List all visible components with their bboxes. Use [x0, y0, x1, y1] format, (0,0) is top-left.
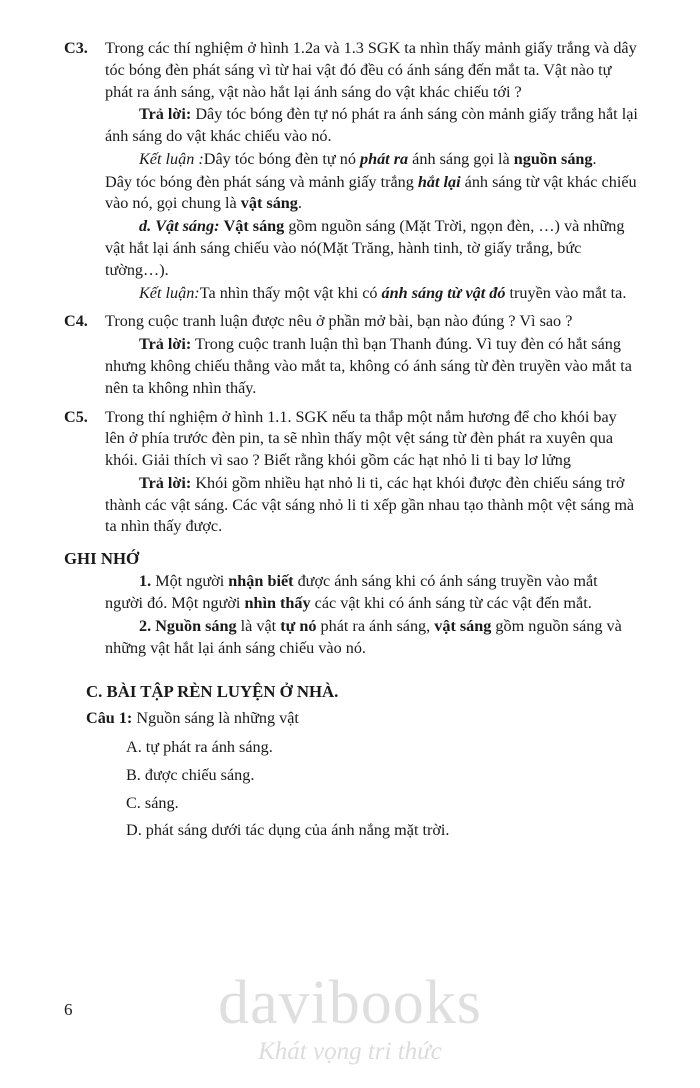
ghi-nho-item-1 — [105, 571, 638, 615]
c3-conclusion-p5: ánh sáng từ vật khác chiếu vào nó, gọi chung là — [105, 172, 637, 213]
c3-conclusion-3 — [105, 283, 638, 305]
ghi-nho-item-1-b2: nhìn thấy — [244, 593, 311, 612]
ghi-nho-item-1-b1: nhận biết — [228, 572, 294, 591]
ghi-nho-item-1-t2: được ánh sáng khi có ánh sáng truyền vào mắt người đó. Một người — [105, 572, 598, 612]
c3-conclusion-p4: Dây tóc bóng đèn phát sáng và mảnh giấy trắng — [105, 172, 418, 191]
ghi-nho-block — [105, 571, 638, 659]
c3-conclusion-bold1: nguồn sáng — [513, 149, 593, 168]
c3-conclusion-label: Kết luận : — [139, 149, 204, 168]
watermark-main-text: davibooks — [218, 969, 482, 1037]
question-c3-prompt: Trong các thí nghiệm ở hình 1.2a và 1.3 SGK ta nhìn thấy mảnh giấy trắng và dây tóc bóng đèn phát sáng vì từ hai vật đó đều có ánh sáng đến mắt ta. Vật nào tự phát ra ánh sáng, vật nào hắt lại ánh sáng do vật khác chiếu tới ? — [105, 39, 637, 101]
c3-conclusion2-p1: Ta nhìn thấy một vật khi có — [199, 283, 382, 302]
section-c-title: C. BÀI TẬP RÈN LUYỆN Ở NHÀ. — [86, 682, 339, 702]
c4-answer-text: Trong cuộc tranh luận thì bạn Thanh đúng. Vì tuy đèn có hắt sáng nhưng không chiếu thẳng vào mắt ta, không có ánh sáng từ đèn truyền vào mắt ta nên ta không nhìn thấy. — [105, 335, 632, 397]
section-c-options — [64, 737, 638, 842]
c3-answer-block — [105, 104, 638, 304]
c4-answer-block — [105, 334, 638, 399]
question-c4-prompt: Trong cuộc tranh luận được nêu ở phần mở bài, bạn nào đúng ? Vì sao ? — [105, 312, 573, 331]
c4-answer-label: Trả lời: — [139, 335, 192, 354]
ghi-nho-title: GHI NHỚ — [64, 549, 140, 569]
watermark-sub-text: Khát vọng tri thức — [258, 1038, 442, 1065]
option-a[interactable]: A. tự phát ra ánh sáng. — [126, 738, 273, 757]
ghi-nho-item-2-b1: Nguồn sáng — [151, 616, 237, 635]
option-c[interactable]: C. sáng. — [126, 793, 179, 812]
ghi-nho-item-2-t2: phát ra ánh sáng, — [316, 616, 435, 635]
c3-conclusion-2 — [105, 172, 638, 216]
c3-answer-text: Dây tóc bóng đèn tự nó phát ra ánh sáng còn mảnh giấy trắng hắt lại ánh sáng do vật khác chiếu vào nó. — [105, 105, 638, 146]
c4-answer — [105, 334, 638, 399]
c3-conclusion2-p2: truyền vào mắt ta. — [505, 283, 627, 302]
ghi-nho-item-1-t3: các vật khi có ánh sáng từ các vật đến mắt. — [310, 593, 592, 612]
c3-conclusion-p2: ánh sáng gọi là — [408, 149, 514, 168]
question-c3 — [64, 38, 638, 103]
c5-answer-text: Khói gồm nhiều hạt nhỏ li ti, các hạt khói được đèn chiếu sáng trở thành các vật sáng. Các vật sáng nhỏ li ti xếp gần nhau tạo thành một vệt sáng mà ta nhìn thấy được. — [105, 473, 635, 536]
c3-answer — [105, 104, 638, 148]
c5-answer — [105, 473, 638, 538]
section-c-question-text: Nguồn sáng là những vật — [132, 709, 299, 728]
c3-answer-label: Trả lời: — [139, 105, 192, 124]
question-c5-prompt: Trong thí nghiệm ở hình 1.1. SGK nếu ta thắp một nắm hương để cho khói bay lên ở phía trước đèn pin, ta sẽ nhìn thấy một vệt sáng từ đèn phát ra xuyên qua khói. Giải thích vì sao ? Biết rằng khói gồm các hạt nhỏ li ti bay lơ lửng — [105, 407, 617, 470]
question-c4 — [64, 311, 638, 333]
c3-definition — [105, 216, 638, 281]
ghi-nho-item-2-t3: gồm nguồn sáng và những vật hắt lại ánh sáng chiếu vào nó. — [105, 616, 622, 657]
c3-definition-term: Vật sáng — [223, 217, 285, 236]
question-c3-label: C3. — [64, 39, 88, 57]
question-c5-label: C5. — [64, 407, 88, 426]
c3-conclusion2-em1: ánh sáng từ vật đó — [381, 283, 506, 302]
c5-answer-block — [105, 473, 638, 538]
c3-conclusion-em2: hắt lại — [417, 172, 461, 191]
ghi-nho-item-2-num: 2. — [139, 616, 152, 635]
ghi-nho-item-1-t1: Một người — [151, 572, 229, 591]
ghi-nho-item-2 — [105, 616, 638, 660]
page-number: 6 — [64, 1000, 73, 1019]
c3-conclusion-bold2: vật sáng — [240, 194, 298, 213]
c3-conclusion-p6: . — [297, 194, 302, 213]
c3-conclusion2-label: Kết luận: — [139, 283, 200, 302]
c3-conclusion-p3: . — [592, 149, 597, 168]
option-b[interactable]: B. được chiếu sáng. — [126, 765, 255, 784]
c5-answer-label: Trả lời: — [139, 473, 192, 492]
ghi-nho-item-2-t1: là vật — [236, 616, 281, 635]
c3-definition-text: gồm nguồn sáng (Mặt Trời, ngọn đèn, …) và những vật hắt lại ánh sáng chiếu vào nó(Mặt Trăng, hành tinh, tờ giấy trắng, bức tường…). — [105, 217, 625, 279]
watermark — [0, 969, 700, 1065]
page-content — [64, 38, 638, 848]
c3-conclusion-p1: Dây tóc bóng đèn tự nó — [203, 149, 360, 168]
ghi-nho-item-1-num: 1. — [139, 572, 152, 591]
ghi-nho-item-2-b3: vật sáng — [434, 616, 492, 635]
section-c-question-label: Câu 1: — [86, 709, 133, 728]
ghi-nho-item-2-b2: tự nó — [280, 616, 317, 635]
c3-conclusion — [105, 149, 638, 171]
c3-conclusion-em1: phát ra — [359, 149, 409, 168]
section-c-question — [86, 708, 638, 730]
c3-definition-head: d. Vật sáng: — [139, 217, 220, 236]
question-c5 — [64, 407, 638, 472]
option-d[interactable]: D. phát sáng dưới tác dụng của ánh nắng mặt trời. — [126, 821, 450, 840]
question-c4-label: C4. — [64, 312, 88, 331]
